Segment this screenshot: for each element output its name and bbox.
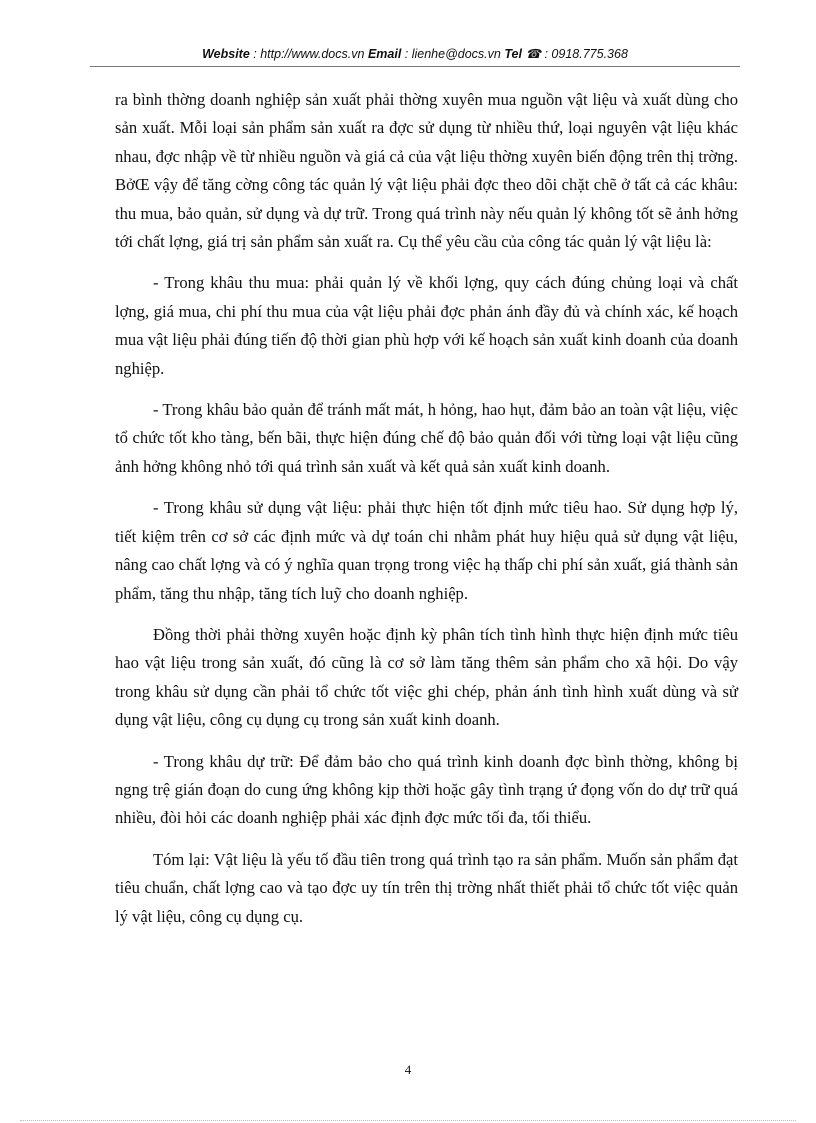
paragraph-3: - Trong khâu bảo quản để tránh mất mát, h hỏng, hao hụt, đảm bảo an toàn vật liệu, việc tổ chức tốt kho tàng, bến bãi, thực hiện đúng chế độ bảo quản đối với từng loại vật liệu cũng ảnh hởng không nhỏ tới quá trình sản xuất và kết quả sản xuất kinh doanh. — [115, 400, 738, 476]
paragraph-4: - Trong khâu sử dụng vật liệu: phải thực hiện tốt định mức tiêu hao. Sử dụng hợp lý, tiết kiệm trên cơ sở các định mức và dự toán chi nhằm phát huy hiệu quả sử dụng vật liệu, nâng cao chất lợng và có ý nghĩa quan trọng trong việc hạ thấp chi phí sản xuất, giá thành sản phẩm, tăng thu nhập, tăng tích luỹ cho doanh nghiệp. — [115, 498, 738, 603]
paragraph-2: - Trong khâu thu mua: phải quản lý về khối lợng, quy cách đúng chủng loại và chất lợng, giá mua, chi phí thu mua của vật liệu phải đợc phản ánh đầy đủ và chính xác, kế hoạch mua vật liệu phải đúng tiến độ thời gian phù hợp với kế hoạch sản xuất kinh doanh của doanh nghiệp. — [115, 273, 738, 378]
page-header — [90, 46, 740, 61]
email-label: Email — [367, 47, 402, 61]
website-label: Website — [202, 47, 250, 61]
page-bottom-border — [20, 1120, 796, 1121]
paragraph-6: - Trong khâu dự trữ: Để đảm bảo cho quá trình kinh doanh đợc bình thờng, không bị ngng trệ gián đoạn do cung ứng không kịp thời hoặc gây tình trạng ứ đọng vốn do dự trữ quá nhiều, đòi hỏi các doanh nghiệp phải xác định đợc mức tối đa, tối thiểu. — [115, 751, 738, 828]
email-value: : lienhe@docs.vn — [404, 47, 501, 61]
tel-label: Tel — [504, 47, 522, 61]
document-body — [115, 86, 738, 944]
paragraph-1: ra bình thờng doanh nghiệp sản xuất phải thờng xuyên mua nguồn vật liệu và xuất dùng cho sản xuất. Mỗi loại sản phẩm sản xuất ra đợc sử dụng từ nhiều thứ, loại nguyên vật liệu khác nhau, đợc nhập về từ nhiều nguồn và giá cả của vật liệu thờng xuyên biến động trên thị trờng. BởŒ vậy để tăng cờng công tác quản lý vật liệu phải đợc theo dõi chặt chẽ ở tất cả các khâu: thu mua, bảo quản, sử dụng và dự trữ. Trong quá trình này nếu quản lý không tốt sẽ ảnh hởng tới chất lợng, giá trị sản phẩm sản xuất ra. Cụ thể yêu cầu của công tác quản lý vật liệu là: — [115, 90, 738, 252]
website-value: : http://www.docs.vn — [253, 47, 365, 61]
header-divider — [90, 66, 740, 67]
paragraph-5: Đồng thời phải thờng xuyên hoặc định kỳ phân tích tình hình thực hiện định mức tiêu hao vật liệu trong sản xuất, đó cũng là cơ sở làm tăng thêm sản phẩm cho xã hội. Do vậy trong khâu sử dụng cần phải tổ chức tốt việc ghi chép, phản ánh tình hình xuất dùng và sử dụng vật liệu, công cụ dụng cụ trong sản xuất kinh doanh. — [115, 624, 738, 730]
paragraph-7: Tóm lại: Vật liệu là yếu tố đầu tiên trong quá trình tạo ra sản phẩm. Muốn sản phẩm đạt tiêu chuẩn, chất lợng cao và tạo đợc uy tín trên thị trờng nhất thiết phải tổ chức tốt việc quản lý vật liệu, công cụ dụng cụ. — [115, 849, 738, 926]
page-number: 4 — [404, 1062, 412, 1077]
tel-value: ☎ : 0918.775.368 — [525, 47, 628, 61]
